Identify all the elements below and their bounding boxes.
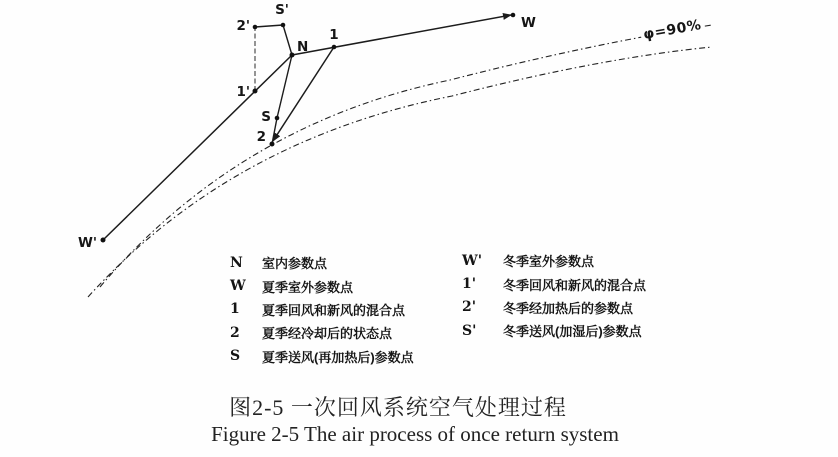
point-dot-one xyxy=(332,45,337,50)
legend-key: W' xyxy=(462,252,483,269)
legend-key: S' xyxy=(462,322,477,339)
point-label-s-prime: S' xyxy=(275,2,289,18)
humidification-process-line xyxy=(255,25,283,27)
legend-item-1-prime xyxy=(462,272,646,295)
legend-key: 2' xyxy=(462,299,477,316)
legend-key: 1 xyxy=(230,301,240,318)
point-dot-two xyxy=(270,142,275,147)
winter-supply-line xyxy=(283,25,292,55)
point-label-s: S xyxy=(261,109,271,125)
summer-supply-line xyxy=(277,55,292,118)
rh-curve-label: φ=90% xyxy=(642,17,703,44)
point-label-w: W xyxy=(521,15,536,31)
legend-key: N xyxy=(230,254,243,271)
legend-desc: 冬季经加热后的参数点 xyxy=(503,300,634,316)
legend-item-s xyxy=(230,345,414,368)
legend-item-w xyxy=(230,274,414,297)
legend-key: 1' xyxy=(462,276,477,293)
legend-item-n xyxy=(230,251,414,274)
summer-mixing-line xyxy=(292,15,511,55)
reheat-process-line xyxy=(272,118,277,144)
figure-caption-zh: 图2-5 一次回风系统空气处理过程 xyxy=(229,395,567,420)
legend-key: 2 xyxy=(230,324,240,341)
point-dot-s xyxy=(275,116,280,121)
point-label-w-prime: W' xyxy=(77,235,97,251)
winter-mixing-line xyxy=(103,55,292,240)
point-label-two: 2 xyxy=(256,129,266,145)
point-label-two-prime: 2' xyxy=(236,18,250,34)
point-label-one-prime: 1' xyxy=(236,84,250,100)
point-dot-one-prime xyxy=(253,89,258,94)
legend-desc: 夏季回风和新风的混合点 xyxy=(262,302,406,318)
legend-item-s-prime xyxy=(462,319,646,342)
point-label-n: N xyxy=(297,39,309,55)
point-dot-w-prime xyxy=(101,238,106,243)
legend-item-2-prime xyxy=(462,296,646,319)
legend-key: W xyxy=(230,278,246,295)
point-dot-n xyxy=(290,53,295,58)
legend-desc: 夏季送风(再加热后)参数点 xyxy=(262,349,414,365)
legend-desc: 冬季送风(加湿后)参数点 xyxy=(503,324,642,340)
legend-desc: 室内参数点 xyxy=(262,256,328,272)
point-dot-s-prime xyxy=(281,23,286,28)
legend-item-1 xyxy=(230,298,414,321)
legend-item-2 xyxy=(230,321,414,344)
legend-desc: 冬季室外参数点 xyxy=(503,254,595,270)
legend-item-w-prime xyxy=(462,249,646,272)
legend-key: S xyxy=(230,348,241,365)
legend-desc: 夏季经冷却后的状态点 xyxy=(262,326,393,342)
legend-desc: 夏季室外参数点 xyxy=(262,279,354,295)
point-dot-w xyxy=(511,13,516,18)
rh-curve-upper xyxy=(100,25,712,287)
point-label-one: 1 xyxy=(329,27,339,43)
legend-summer-column xyxy=(230,251,414,368)
point-dot-two-prime xyxy=(253,25,258,30)
legend-winter-column xyxy=(462,249,646,343)
legend-desc: 冬季回风和新风的混合点 xyxy=(503,277,647,293)
figure-caption-en: Figure 2-5 The air process of once return system xyxy=(211,422,619,446)
